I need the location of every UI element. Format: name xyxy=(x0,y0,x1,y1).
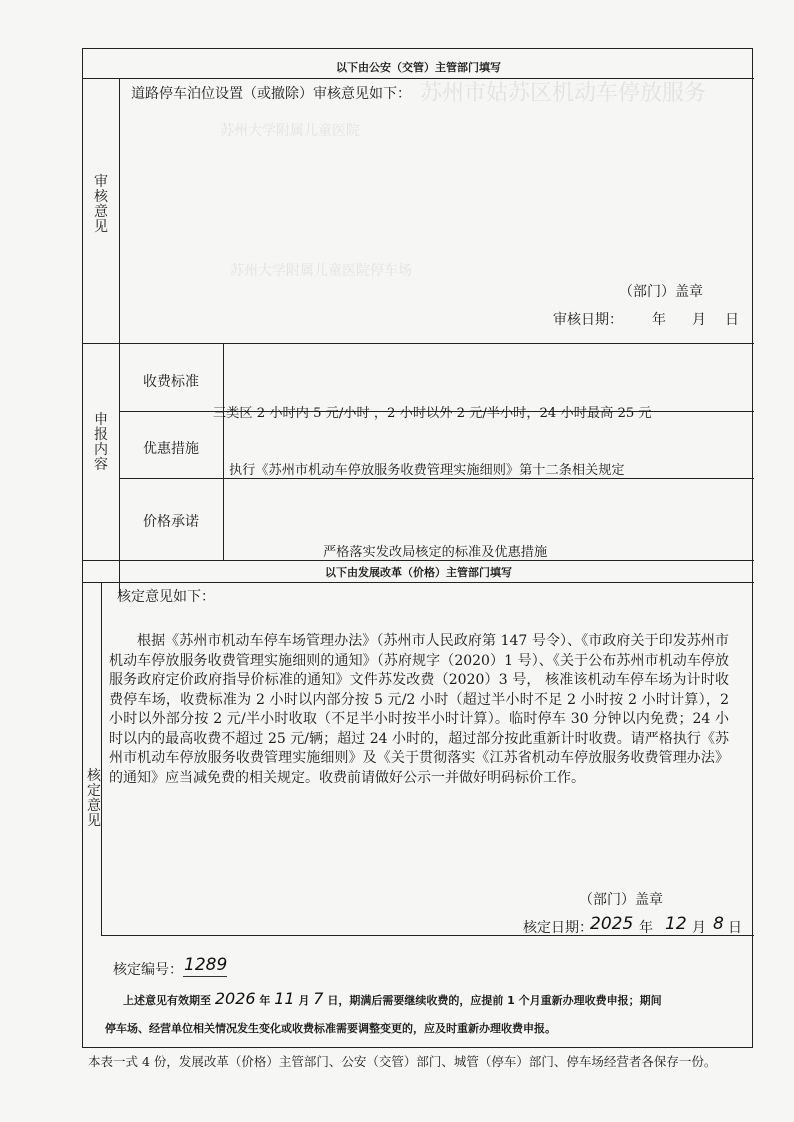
approval-date-label: 核定日期： xyxy=(523,920,593,936)
discount-measures-value: 执行《苏州市机动车停放服务收费管理实施细则》第十二条相关规定 xyxy=(229,463,625,478)
approval-date-month-handwritten: 12 xyxy=(665,914,687,934)
approval-number-handwritten: 1289 xyxy=(184,955,228,975)
application-content-label: 申报内容 xyxy=(94,412,108,473)
price-commitment-label: 价格承诺 xyxy=(143,514,199,530)
approval-date-month: 月 xyxy=(692,920,706,936)
review-date-day: 日 xyxy=(725,312,739,328)
approval-date-day-handwritten: 8 xyxy=(713,914,724,934)
approval-number-label: 核定编号： xyxy=(113,962,183,978)
validity-month-handwritten: 11 xyxy=(274,989,295,1008)
validity-line-1 xyxy=(123,989,662,1011)
review-opinion-label: 审核意见 xyxy=(94,174,108,235)
approval-date-year: 年 xyxy=(639,920,653,936)
bleed-through-text: 苏州大学附属儿童医院停车场 xyxy=(230,263,412,279)
review-date-label: 审核日期： xyxy=(553,312,623,328)
approval-opinion-body: 根据《苏州市机动车停车场管理办法》（苏州市人民政府第 147 号令）、《市政府关于印发苏州市机动车停放服务收费管理实施细则的通知》（苏府规字（2020）1 号）、《关于公布苏州市机动车停放服务政府定价政府指导价标准的通知》文件苏发改费（2020）3 号， 核准该机动车停车场为计时收费停车场，收费标准为 2 小时以内部分按 5 元/2 小时（超过半小时不足 2 小时按 2 小时计算），2 小时以外部分按 2 元/半小时收取（不足半小时按半小时计算）。临时停车 30 分钟以内免费；24 小时以内的最高收费不超过 25 元/辆；超过 24 小时的，超过部分按此重新计时收费。请严格执行《苏州市机动车停放服务收费管理实施细则》及《关于贯彻落实《江苏省机动车停放服务收费管理办法》的通知》应当减免费的相关规定。收费前请做好公示一并做好明码标价工作。 xyxy=(109,633,729,786)
price-commitment-value: 严格落实发改局核定的标准及优惠措施 xyxy=(323,545,548,560)
review-date-month: 月 xyxy=(692,312,706,328)
validity-suffix: 日，期满后需要继续收费的，应提前 1 个月重新办理收费申报；期间 xyxy=(327,994,662,1007)
validity-day-handwritten: 7 xyxy=(313,989,324,1008)
approval-stamp-label: （部门）盖章 xyxy=(579,892,663,908)
validity-year-handwritten: 2026 xyxy=(214,989,256,1008)
review-opinion-prompt: 道路停车泊位设置（或撤除）审核意见如下： xyxy=(131,86,411,102)
bleed-through-text: 苏州市姑苏区机动车停放服务 xyxy=(420,81,707,106)
price-section-header: 以下由发展改革（价格）主管部门填写 xyxy=(325,566,512,579)
validity-month: 月 xyxy=(298,994,310,1007)
validity-year: 年 xyxy=(259,994,271,1007)
fee-standard-label: 收费标准 xyxy=(143,374,199,390)
review-date-year: 年 xyxy=(652,312,666,328)
application-form xyxy=(82,48,753,1048)
footer-note: 本表一式 4 份，发展改革（价格）主管部门、公安（交管）部门、城管（停车）部门、停车场经营者各保存一份。 xyxy=(88,1054,717,1069)
approval-opinion-prompt: 核定意见如下： xyxy=(117,589,215,605)
fee-standard-value: 三类区 2 小时内 5 元/小时 ，2 小时以外 2 元/半小时，24 小时最高 25 元 xyxy=(213,406,652,421)
validity-line-2: 停车场、经营单位相关情况发生变化或收费标准需要调整变更的，应及时重新办理收费申报。 xyxy=(105,1022,556,1035)
bleed-through-text: 苏州大学附属儿童医院 xyxy=(220,123,360,139)
discount-measures-label: 优惠措施 xyxy=(143,441,199,457)
approval-date-year-handwritten: 2025 xyxy=(590,914,634,934)
approval-opinion-label: 核定意见 xyxy=(87,768,101,829)
review-stamp-label: （部门）盖章 xyxy=(619,284,703,300)
police-section-header: 以下由公安（交管）主管部门填写 xyxy=(336,61,501,74)
approval-date-day: 日 xyxy=(728,920,742,936)
validity-prefix: 上述意见有效期至 xyxy=(123,994,211,1007)
